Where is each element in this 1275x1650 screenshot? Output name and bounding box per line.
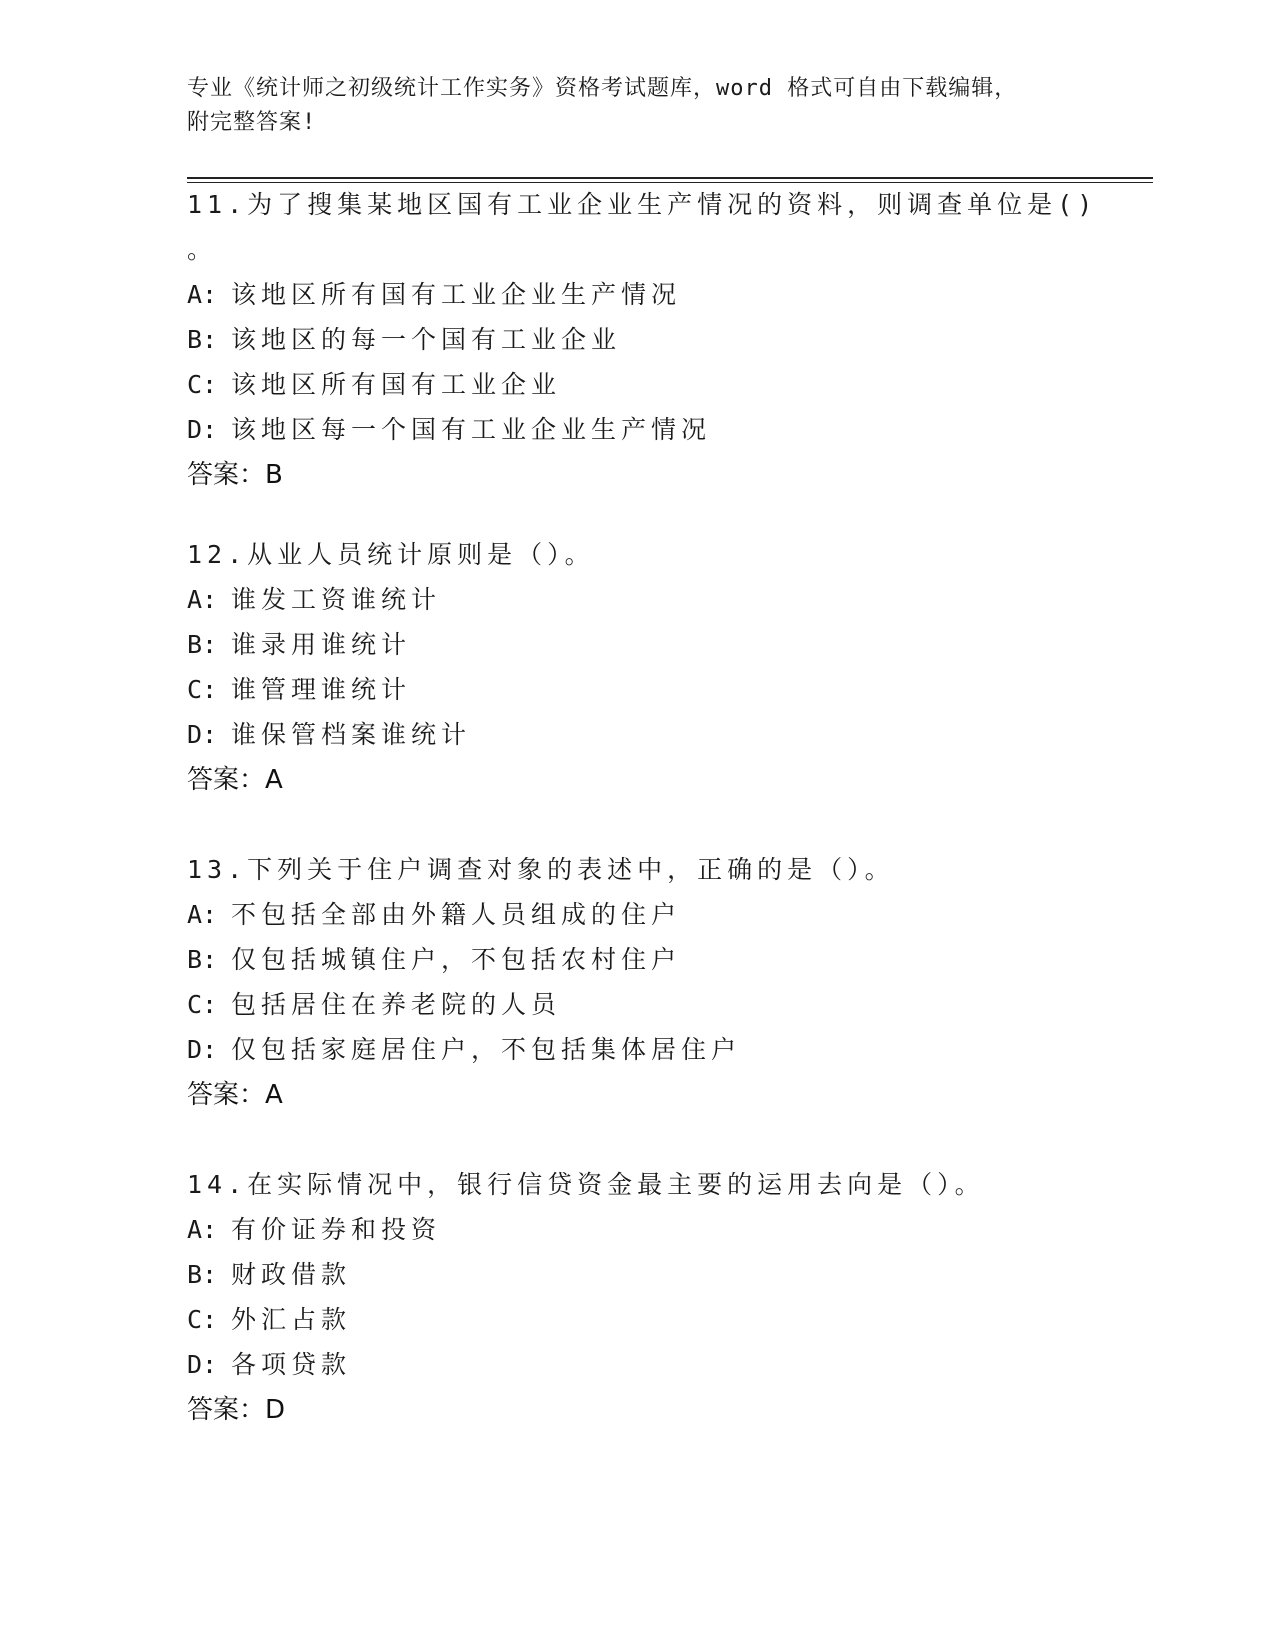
option-key: A: (187, 900, 218, 929)
option-b (187, 1252, 1087, 1297)
option-a (187, 892, 1087, 937)
question-stem: 12.从业人员统计原则是（）。 (187, 540, 595, 569)
option-key: A: (187, 585, 218, 614)
question-stem-continuation: 。 (187, 235, 218, 264)
option-b (187, 937, 1087, 982)
option-text: 不包括全部由外籍人员组成的住户 (231, 900, 682, 929)
option-key: B: (187, 945, 218, 974)
option-d (187, 712, 1087, 757)
answer-line: 答案：A (187, 1080, 283, 1110)
question-11 (187, 182, 1098, 498)
option-key: D: (187, 415, 218, 444)
option-text: 包括居住在养老院的人员 (231, 990, 562, 1019)
option-key: A: (187, 280, 218, 309)
option-b (187, 317, 1087, 362)
option-text: 谁录用谁统计 (231, 630, 412, 659)
option-text: 仅包括城镇住户，不包括农村住户 (231, 945, 682, 974)
option-a (187, 1207, 1087, 1252)
question-stem: 13.下列关于住户调查对象的表述中，正确的是（）。 (187, 855, 895, 884)
answer-line: 答案：D (187, 1395, 286, 1425)
option-text: 谁保管档案谁统计 (231, 720, 472, 749)
option-text: 各项贷款 (231, 1350, 352, 1379)
option-c (187, 982, 1087, 1027)
question-14 (187, 1162, 1087, 1433)
question-13 (187, 847, 1087, 1118)
option-key: D: (187, 1035, 218, 1064)
option-text: 该地区每一个国有工业企业生产情况 (231, 415, 712, 444)
document-header (187, 72, 1087, 140)
option-key: C: (187, 675, 218, 704)
question-stem: 11.为了搜集某地区国有工业企业生产情况的资料，则调查单位是() (187, 190, 1098, 219)
option-key: B: (187, 325, 218, 354)
option-text: 该地区的每一个国有工业企业 (231, 325, 622, 354)
header-line-1: 专业《统计师之初级统计工作实务》资格考试题库，word 格式可自由下载编辑， (187, 76, 1018, 101)
option-text: 谁管理谁统计 (231, 675, 412, 704)
option-c (187, 1297, 1087, 1342)
option-key: D: (187, 720, 218, 749)
option-key: A: (187, 1215, 218, 1244)
option-c (187, 667, 1087, 712)
option-a (187, 577, 1087, 622)
option-text: 该地区所有国有工业企业生产情况 (231, 280, 682, 309)
option-text: 该地区所有国有工业企业 (231, 370, 562, 399)
option-text: 外汇占款 (231, 1305, 352, 1334)
option-text: 财政借款 (231, 1260, 352, 1289)
option-key: B: (187, 1260, 218, 1289)
option-d (187, 1027, 1087, 1072)
option-a (187, 272, 1087, 317)
answer-line: 答案：A (187, 765, 283, 795)
question-12 (187, 532, 1087, 803)
option-d (187, 407, 1087, 452)
answer-line: 答案：B (187, 460, 283, 490)
option-b (187, 622, 1087, 667)
option-d (187, 1342, 1087, 1387)
option-c (187, 362, 1087, 407)
option-text: 谁发工资谁统计 (231, 585, 442, 614)
option-text: 有价证券和投资 (231, 1215, 442, 1244)
header-line-2: 附完整答案! (187, 110, 317, 135)
option-text: 仅包括家庭居住户，不包括集体居住户 (231, 1035, 742, 1064)
header-divider-thick (187, 177, 1153, 179)
option-key: B: (187, 630, 218, 659)
option-key: C: (187, 1305, 218, 1334)
option-key: C: (187, 370, 218, 399)
question-stem: 14.在实际情况中，银行信贷资金最主要的运用去向是（）。 (187, 1170, 985, 1199)
option-key: D: (187, 1350, 218, 1379)
option-key: C: (187, 990, 218, 1019)
